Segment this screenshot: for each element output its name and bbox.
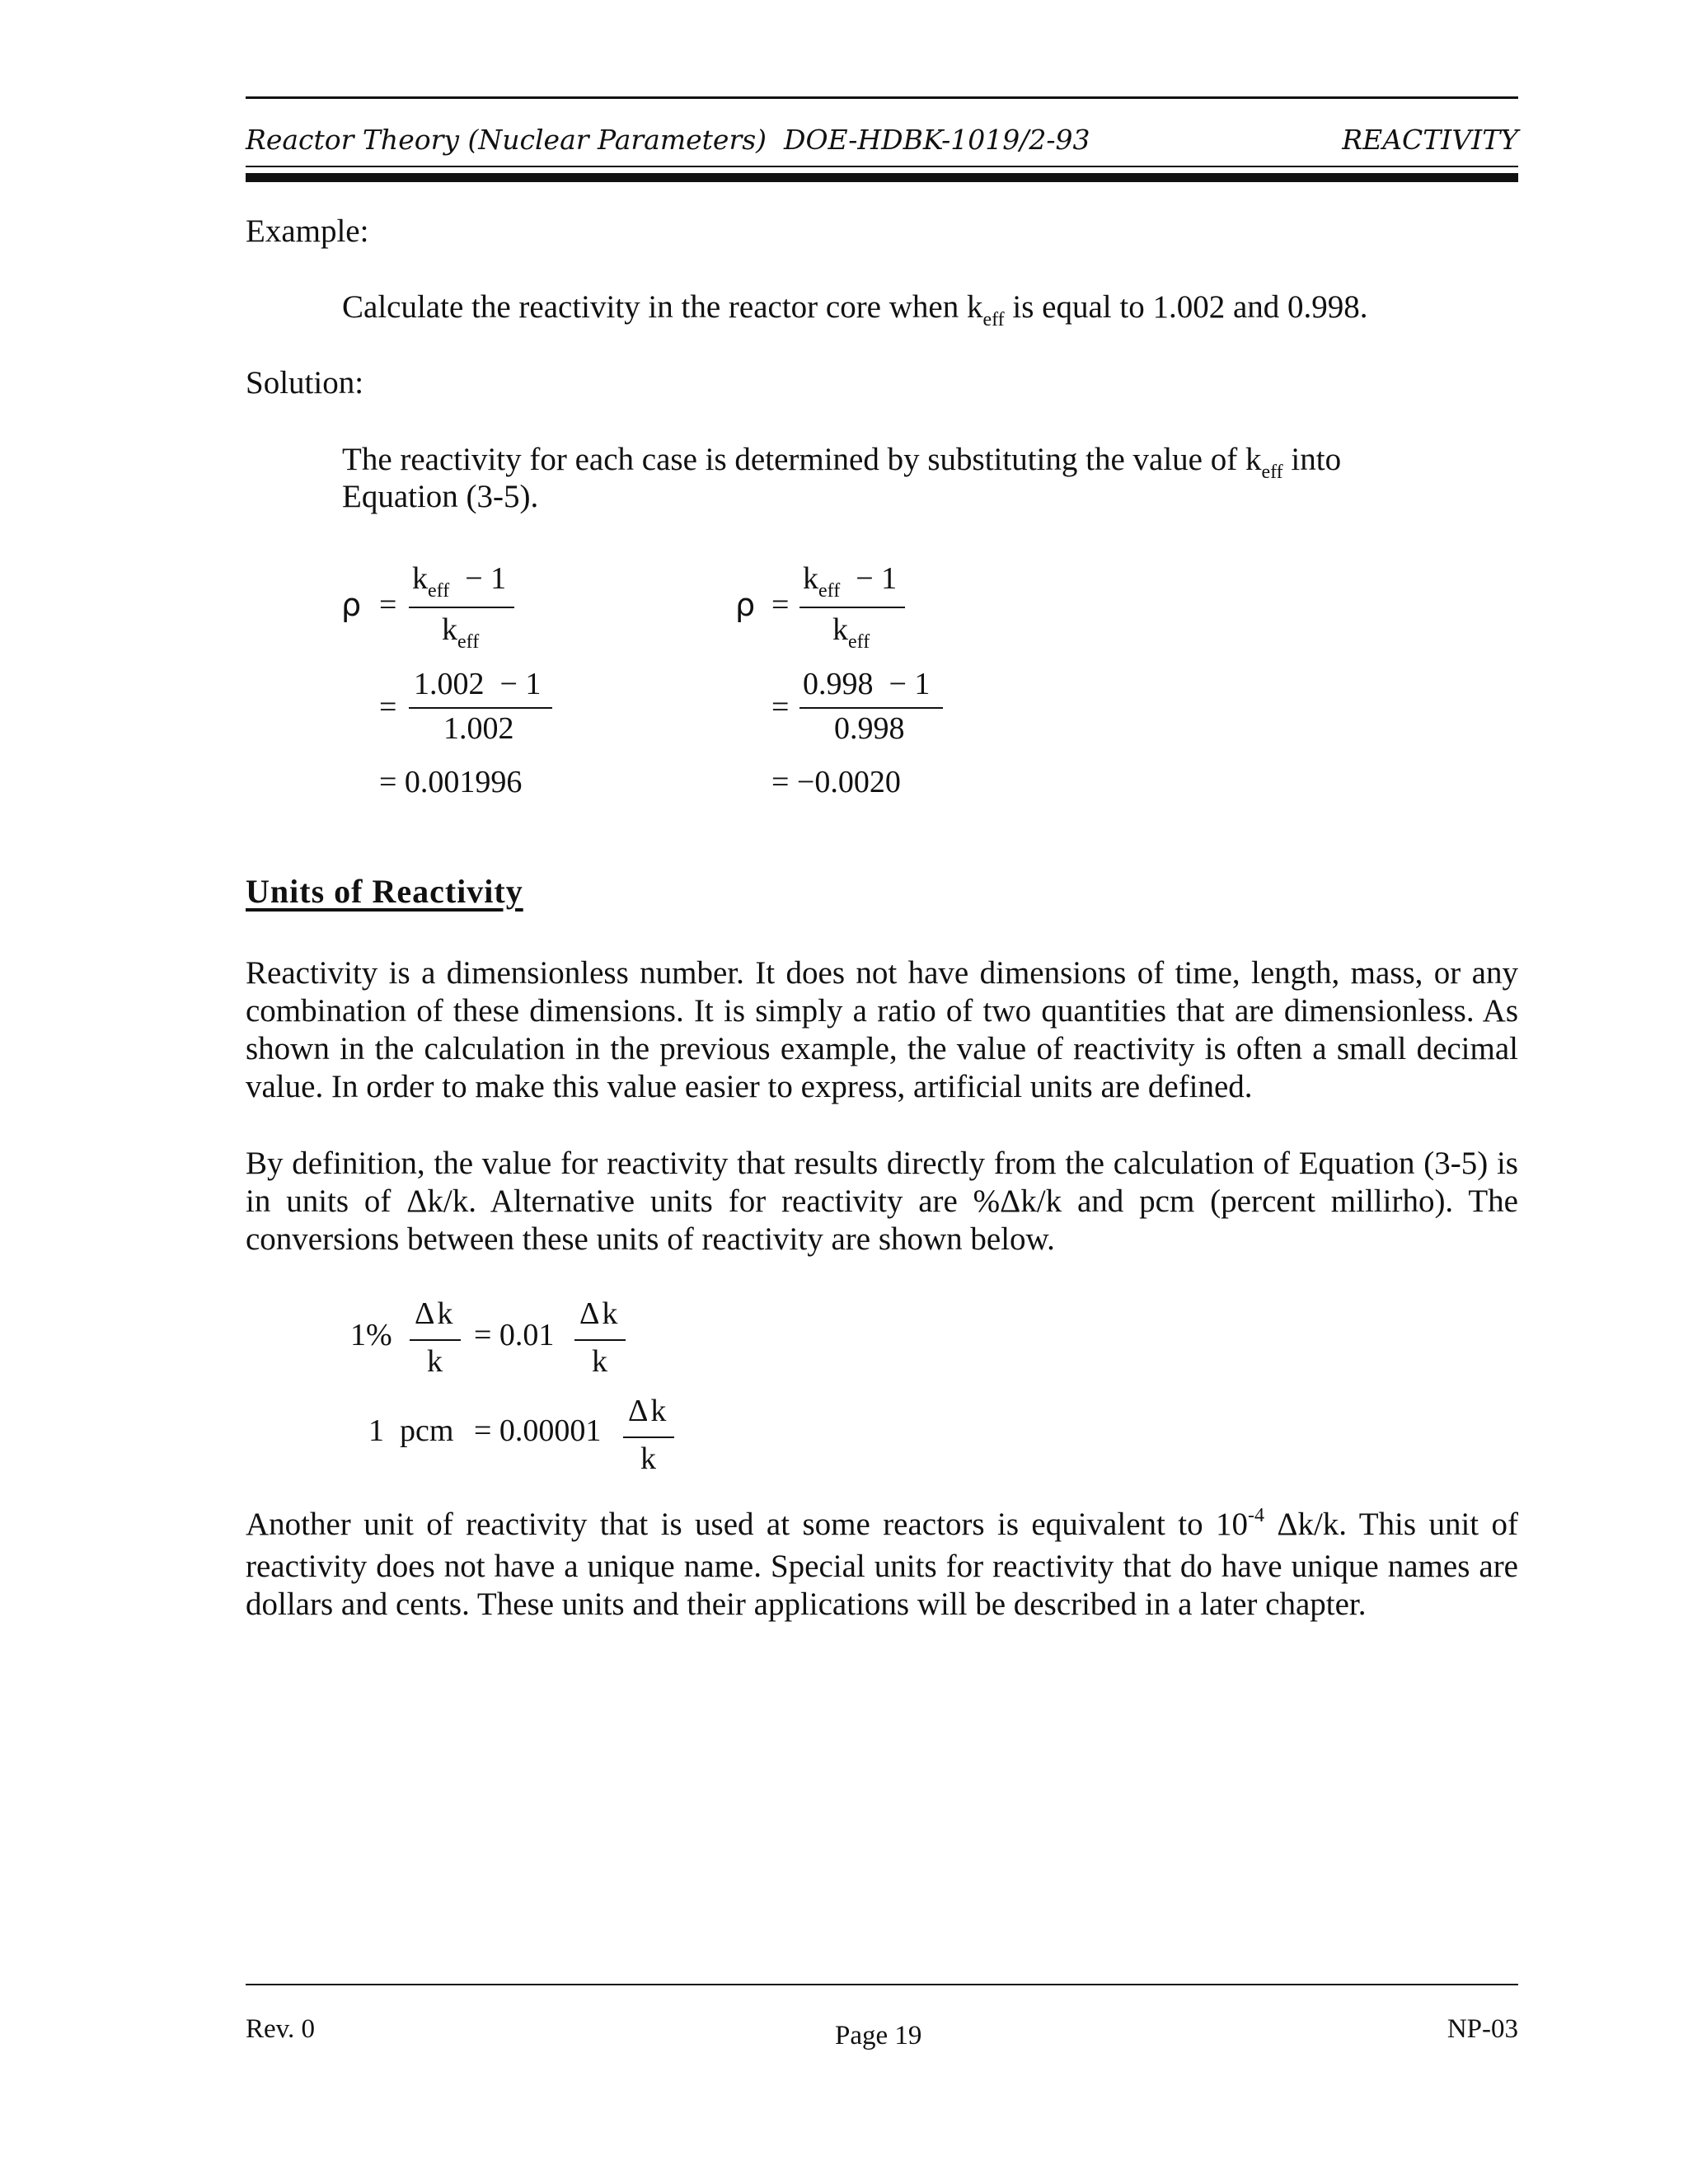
fraction-bar [409,707,552,709]
paragraph-2: By definition, the value for reactivity that results directly from the calculation of Equation (3-5) is in units of Δk/k. Alternative units for reactivity are %Δk/k and pcm (percent millirho). The conversions between these units of reactivity are shown below. [246,1146,1518,1257]
example-label: Example: [246,213,369,249]
header-section: REACTIVITY [1342,124,1518,156]
fraction-numerator: $k_{eff} - 1$ [412,561,507,602]
header-doc-number: DOE-HDBK-1019/2-93 [784,124,1090,156]
fraction-denominator: 0.998 [834,711,905,746]
rho-symbol: ρ [341,587,362,623]
equation-rhs: = 0.01 [474,1318,555,1352]
header-thick-rule [246,173,1518,182]
fraction-numerator: Δk [628,1394,669,1428]
equals-sign: = [771,588,790,622]
fraction-denominator: $k_{eff}$ [832,612,870,653]
fraction-denominator: 1.002 [443,711,514,746]
fraction-bar [799,707,943,709]
equals-sign: = [379,588,397,622]
fraction-denominator: k [640,1441,656,1476]
fraction-bar [410,1339,461,1341]
fraction-denominator: k [427,1344,443,1379]
fraction-numerator: 0.998 − 1 [803,667,931,701]
fraction-bar [574,1339,626,1341]
equation-result: = −0.0020 [771,765,901,799]
pcm-label: 1 pcm [368,1413,454,1448]
section-heading: Units of Reactivity [246,873,523,910]
fraction-denominator: $k_{eff}$ [442,612,480,653]
solution-line-2: Equation (3-5). [342,479,539,514]
rho-symbol: ρ [735,587,756,623]
fraction-bar [409,607,514,608]
fraction-numerator: $k_{eff} - 1$ [803,561,898,602]
example-text: Calculate the reactivity in the reactor core when $k_{eff}$ is equal to 1.002 and 0.998. [342,289,1368,330]
header-left-text: Reactor Theory (Nuclear Parameters) [246,124,767,156]
equation-rhs: = 0.00001 [474,1413,602,1448]
fraction-bar [799,607,905,608]
footer-revision: Rev. 0 [246,2014,316,2044]
fraction-numerator: Δk [415,1296,456,1331]
fraction-denominator: k [592,1344,607,1379]
header-thin-rule [246,166,1518,167]
paragraph-1: Reactivity is a dimensionless number. It does not have dimensions of time, length, mass, or any combination of these dimensions. It is simply a ratio of two quantities that are dimensionless. As shown in the calculation in the previous example, the value of reactivity is often a small decimal value. In order to make this value easier to express, artificial units are defined. [246,955,1518,1104]
solution-label: Solution: [246,365,364,401]
footer-rule [246,1984,1518,1985]
footer-module-code: NP-03 [1447,2014,1518,2044]
fraction-bar [623,1436,674,1438]
solution-line-1: The reactivity for each case is determined by substituting the value of $k_{eff}$ into [342,442,1342,483]
equals-sign: = [379,690,397,724]
fraction-numerator: 1.002 − 1 [414,667,542,701]
equals-sign: = [771,690,790,724]
equation-result: = 0.001996 [379,765,523,799]
footer-page-number: Page 19 [835,2021,922,2050]
percent-label: 1% [350,1318,392,1352]
header-title [246,124,1090,156]
paragraph-3: Another unit of reactivity that is used at some reactors is equivalent to $10^{-4}$ Δk/k. This unit of reactivity does not have a unique name. Special units for reactivity that do have unique names are dollars and cents. These units and their applications will be described in a later chapter. [246,1505,1518,1622]
fraction-numerator: Δk [579,1296,621,1331]
header-top-rule [246,96,1518,99]
